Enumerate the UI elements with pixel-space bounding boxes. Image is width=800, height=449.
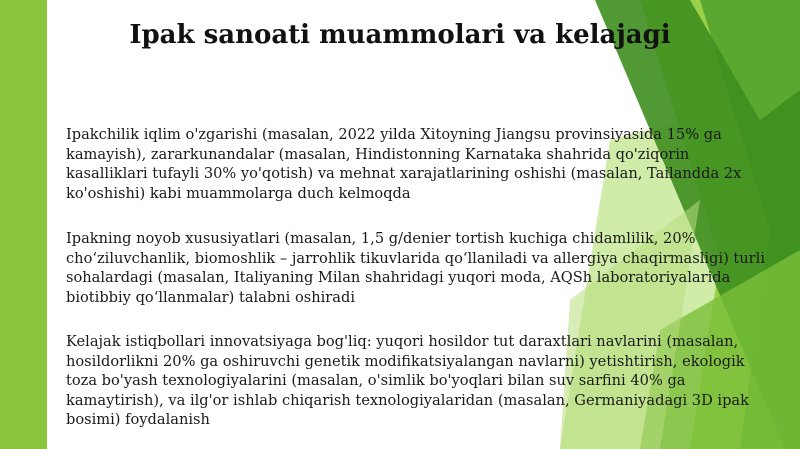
paragraph-challenges: Ipakchilik iqlim o'zgarishi (masalan, 2022 yilda Xitoyning Jiangsu provinsiyasida 15% ga kamayish), zararkunandalar (masalan, Hindistonning Karnataka shahrida qo'ziqorin kasalliklari tufayli 30% yo'qotish) va mehnat xarajatlarining oshishi (masalan, Tailandda 2x ko'oshishi) kabi muammolarga duch kelmoqda — [66, 126, 742, 202]
left-green-band — [0, 0, 47, 449]
paragraph-properties: Ipakning noyob xususiyatlari (masalan, 1,5 g/denier tortish kuchiga chidamlilik, 20% cho‘ziluvchanlik, biomoshlik – jarrohlik tikuvlarida qo‘llaniladi va allergiya chaqirmasligi) turli sohalardagi (masalan, Italiyaning Milan shahridagi yuqori moda, AQSh laboratoriyalarida biotibbiy qo‘llanmalar) talabni oshiradi — [66, 230, 765, 306]
slide-title: Ipak sanoati muammolari va kelajagi — [129, 20, 671, 50]
paragraph-future: Kelajak istiqbollari innovatsiyaga bog'liq: yuqori hosildor tut daraxtlari navlarini (masalan, hosildorlikni 20% ga oshiruvchi genetik modifikatsiyalangan navlarni) yetishtirish, ekologik toza bo'yash texnologiyalarini (masalan, o'simlik bo'yoqlari bilan suv sarfini 40% ga kamaytirish), va ilg'or ishlab chiqarish texnologiyalaridan (masalan, Germaniyadagi 3D ipak bosimi) foydalanish — [66, 333, 749, 428]
